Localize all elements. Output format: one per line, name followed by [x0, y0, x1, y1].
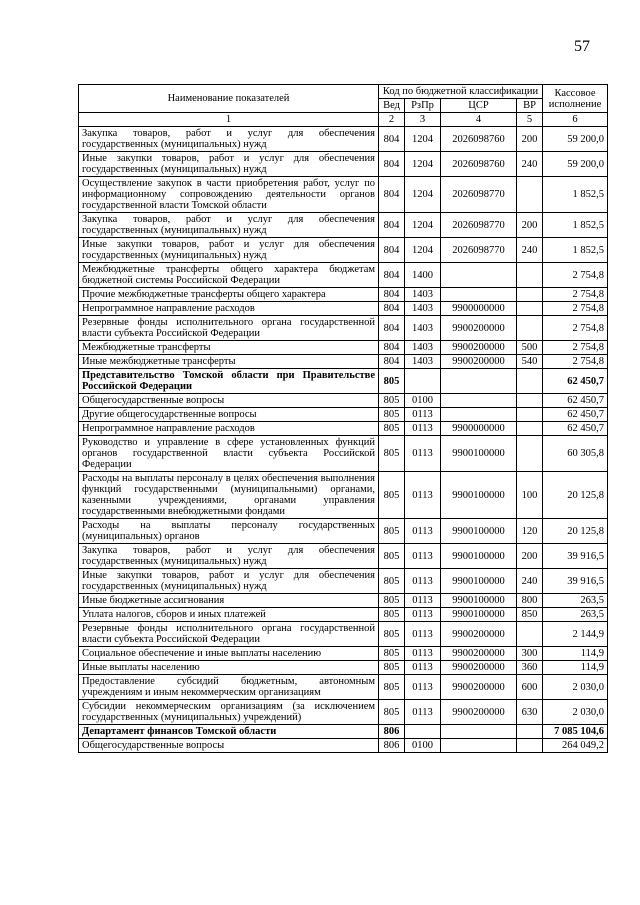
row-csr-cell: 9900100000: [441, 569, 517, 594]
row-vr-cell: [517, 422, 543, 436]
table-row: [79, 569, 608, 594]
row-csr-cell: [441, 394, 517, 408]
row-rzpr-cell: 1400: [405, 263, 441, 288]
row-amount-cell: 114,9: [543, 647, 608, 661]
row-rzpr-cell: 1403: [405, 288, 441, 302]
row-vr-cell: [517, 436, 543, 472]
row-ved-cell: 806: [379, 739, 405, 753]
row-ved-cell: 804: [379, 355, 405, 369]
row-csr-cell: 9900200000: [441, 355, 517, 369]
row-ved-cell: 805: [379, 544, 405, 569]
row-amount-cell: 62 450,7: [543, 422, 608, 436]
row-vr-cell: [517, 288, 543, 302]
row-rzpr-cell: 0113: [405, 661, 441, 675]
row-vr-cell: 100: [517, 472, 543, 519]
table-body: [79, 127, 608, 753]
table-row: [79, 152, 608, 177]
row-rzpr-cell: 1403: [405, 302, 441, 316]
row-name-cell: Расходы на выплаты персоналу в целях обеспечения выполнения функций государственными (муниципальными) органами, казенными учреждениями, органами управления государственными внебюджетными фондами: [79, 472, 379, 519]
row-rzpr-cell: 1204: [405, 152, 441, 177]
table-row: [79, 127, 608, 152]
row-ved-cell: 804: [379, 316, 405, 341]
row-rzpr-cell: 0113: [405, 594, 441, 608]
column-number-5: 5: [517, 113, 543, 127]
row-amount-cell: 2 754,8: [543, 263, 608, 288]
row-rzpr-cell: 0113: [405, 675, 441, 700]
row-csr-cell: 2026098770: [441, 238, 517, 263]
table-row: [79, 700, 608, 725]
row-vr-cell: 200: [517, 127, 543, 152]
row-ved-cell: 805: [379, 369, 405, 394]
table-row: [79, 302, 608, 316]
row-amount-cell: 39 916,5: [543, 544, 608, 569]
row-ved-cell: 805: [379, 608, 405, 622]
row-csr-cell: 9900200000: [441, 622, 517, 647]
row-name-cell: Иные выплаты населению: [79, 661, 379, 675]
row-vr-cell: [517, 316, 543, 341]
row-vr-cell: 240: [517, 569, 543, 594]
row-name-cell: Уплата налогов, сборов и иных платежей: [79, 608, 379, 622]
table-row: [79, 238, 608, 263]
row-rzpr-cell: 0113: [405, 569, 441, 594]
table-row: [79, 263, 608, 288]
row-vr-cell: [517, 394, 543, 408]
row-name-cell: Общегосударственные вопросы: [79, 739, 379, 753]
row-name-cell: Межбюджетные трансферты: [79, 341, 379, 355]
row-amount-cell: 114,9: [543, 661, 608, 675]
row-amount-cell: 2 030,0: [543, 700, 608, 725]
row-amount-cell: 62 450,7: [543, 394, 608, 408]
row-name-cell: Прочие межбюджетные трансферты общего характера: [79, 288, 379, 302]
row-rzpr-cell: 1403: [405, 355, 441, 369]
row-csr-cell: 2026098760: [441, 127, 517, 152]
table-row: [79, 544, 608, 569]
row-csr-cell: 9900100000: [441, 594, 517, 608]
row-rzpr-cell: 0100: [405, 739, 441, 753]
row-ved-cell: 806: [379, 725, 405, 739]
row-name-cell: Иные закупки товаров, работ и услуг для обеспечения государственных (муниципальных) нужд: [79, 238, 379, 263]
row-vr-cell: 200: [517, 213, 543, 238]
table-row: [79, 316, 608, 341]
row-ved-cell: 804: [379, 127, 405, 152]
row-ved-cell: 804: [379, 341, 405, 355]
row-csr-cell: 9900000000: [441, 422, 517, 436]
row-csr-cell: 2026098770: [441, 213, 517, 238]
row-amount-cell: 264 049,2: [543, 739, 608, 753]
row-rzpr-cell: 0100: [405, 394, 441, 408]
row-name-cell: Закупка товаров, работ и услуг для обеспечения государственных (муниципальных) нужд: [79, 213, 379, 238]
row-vr-cell: 850: [517, 608, 543, 622]
row-vr-cell: [517, 369, 543, 394]
table-row: [79, 408, 608, 422]
row-csr-cell: 9900000000: [441, 302, 517, 316]
row-amount-cell: 2 754,8: [543, 316, 608, 341]
table-row: [79, 422, 608, 436]
table-row: [79, 661, 608, 675]
row-amount-cell: 2 144,9: [543, 622, 608, 647]
row-amount-cell: 60 305,8: [543, 436, 608, 472]
row-name-cell: Руководство и управление в сфере установленных функций органов государственной власти субъекта Российской Федерации: [79, 436, 379, 472]
row-csr-cell: 9900100000: [441, 472, 517, 519]
row-vr-cell: [517, 177, 543, 213]
row-ved-cell: 804: [379, 288, 405, 302]
header-csr: ЦСР: [441, 99, 517, 113]
table-row: [79, 725, 608, 739]
row-rzpr-cell: [405, 369, 441, 394]
table-row: [79, 436, 608, 472]
row-name-cell: Закупка товаров, работ и услуг для обеспечения государственных (муниципальных) нужд: [79, 127, 379, 152]
row-amount-cell: 1 852,5: [543, 177, 608, 213]
row-rzpr-cell: 0113: [405, 622, 441, 647]
row-csr-cell: 9900200000: [441, 661, 517, 675]
row-rzpr-cell: 0113: [405, 647, 441, 661]
row-ved-cell: 804: [379, 213, 405, 238]
row-name-cell: Представительство Томской области при Правительстве Российской Федерации: [79, 369, 379, 394]
row-name-cell: Социальное обеспечение и иные выплаты населению: [79, 647, 379, 661]
row-csr-cell: [441, 369, 517, 394]
row-name-cell: Другие общегосударственные вопросы: [79, 408, 379, 422]
row-vr-cell: [517, 725, 543, 739]
row-ved-cell: 805: [379, 622, 405, 647]
row-vr-cell: 800: [517, 594, 543, 608]
table-row: [79, 213, 608, 238]
row-name-cell: Иные бюджетные ассигнования: [79, 594, 379, 608]
row-name-cell: Непрограммное направление расходов: [79, 302, 379, 316]
header-code-group: Код по бюджетной классификации: [379, 85, 543, 99]
row-amount-cell: 20 125,8: [543, 472, 608, 519]
row-rzpr-cell: 0113: [405, 422, 441, 436]
row-ved-cell: 804: [379, 152, 405, 177]
row-amount-cell: 39 916,5: [543, 569, 608, 594]
row-ved-cell: 805: [379, 594, 405, 608]
row-ved-cell: 804: [379, 238, 405, 263]
row-vr-cell: 500: [517, 341, 543, 355]
row-amount-cell: 59 200,0: [543, 152, 608, 177]
row-name-cell: Межбюджетные трансферты общего характера бюджетам бюджетной системы Российской Федерации: [79, 263, 379, 288]
row-name-cell: Закупка товаров, работ и услуг для обеспечения государственных (муниципальных) нужд: [79, 544, 379, 569]
row-name-cell: Субсидии некоммерческим организациям (за исключением государственных (муниципальных) учреждений): [79, 700, 379, 725]
row-ved-cell: 805: [379, 472, 405, 519]
row-amount-cell: 2 754,8: [543, 355, 608, 369]
row-name-cell: Общегосударственные вопросы: [79, 394, 379, 408]
row-csr-cell: [441, 739, 517, 753]
row-amount-cell: 2 030,0: [543, 675, 608, 700]
row-ved-cell: 805: [379, 569, 405, 594]
row-amount-cell: 62 450,7: [543, 408, 608, 422]
row-rzpr-cell: 1204: [405, 213, 441, 238]
row-ved-cell: 804: [379, 177, 405, 213]
row-csr-cell: 2026098760: [441, 152, 517, 177]
row-amount-cell: 263,5: [543, 594, 608, 608]
table-row: [79, 647, 608, 661]
table-row: [79, 177, 608, 213]
row-vr-cell: [517, 408, 543, 422]
row-ved-cell: 804: [379, 302, 405, 316]
row-csr-cell: 9900200000: [441, 700, 517, 725]
row-ved-cell: 805: [379, 661, 405, 675]
table-row: [79, 472, 608, 519]
row-ved-cell: 805: [379, 700, 405, 725]
row-name-cell: Расходы на выплаты персоналу государственных (муниципальных) органов: [79, 519, 379, 544]
row-vr-cell: 300: [517, 647, 543, 661]
table-row: [79, 394, 608, 408]
row-vr-cell: 360: [517, 661, 543, 675]
row-vr-cell: [517, 739, 543, 753]
row-vr-cell: 600: [517, 675, 543, 700]
page-number: 57: [574, 38, 590, 55]
row-name-cell: Осуществление закупок в части приобретения работ, услуг по информационному сопровождению деятельности органов государственной власти Томской области: [79, 177, 379, 213]
table-row: [79, 608, 608, 622]
row-vr-cell: 240: [517, 238, 543, 263]
row-amount-cell: 1 852,5: [543, 238, 608, 263]
header-ved: Вед: [379, 99, 405, 113]
row-csr-cell: 9900100000: [441, 436, 517, 472]
row-vr-cell: 200: [517, 544, 543, 569]
row-csr-cell: [441, 263, 517, 288]
row-csr-cell: 9900100000: [441, 519, 517, 544]
table-row: [79, 594, 608, 608]
column-number-4: 4: [441, 113, 517, 127]
column-number-1: 1: [79, 113, 379, 127]
row-vr-cell: 630: [517, 700, 543, 725]
row-ved-cell: 805: [379, 394, 405, 408]
row-csr-cell: [441, 408, 517, 422]
row-csr-cell: 9900100000: [441, 544, 517, 569]
header-rzpr: РзПр: [405, 99, 441, 113]
row-vr-cell: [517, 302, 543, 316]
row-rzpr-cell: 1403: [405, 341, 441, 355]
row-ved-cell: 805: [379, 647, 405, 661]
row-rzpr-cell: 1403: [405, 316, 441, 341]
row-amount-cell: 2 754,8: [543, 288, 608, 302]
row-csr-cell: 2026098770: [441, 177, 517, 213]
row-vr-cell: 120: [517, 519, 543, 544]
row-rzpr-cell: 0113: [405, 436, 441, 472]
row-vr-cell: [517, 622, 543, 647]
header-name: Наименование показателей: [79, 85, 379, 113]
table-row: [79, 341, 608, 355]
row-name-cell: Иные закупки товаров, работ и услуг для обеспечения государственных (муниципальных) нужд: [79, 569, 379, 594]
row-ved-cell: 805: [379, 408, 405, 422]
row-csr-cell: 9900200000: [441, 316, 517, 341]
column-number-2: 2: [379, 113, 405, 127]
table-row: [79, 369, 608, 394]
row-rzpr-cell: 1204: [405, 177, 441, 213]
table-row: [79, 675, 608, 700]
row-ved-cell: 805: [379, 436, 405, 472]
column-number-3: 3: [405, 113, 441, 127]
row-csr-cell: 9900200000: [441, 341, 517, 355]
budget-table: [78, 84, 608, 753]
row-amount-cell: 59 200,0: [543, 127, 608, 152]
row-rzpr-cell: 1204: [405, 238, 441, 263]
row-rzpr-cell: 0113: [405, 472, 441, 519]
header-amount: Кассовое исполнение: [543, 85, 608, 113]
row-csr-cell: 9900100000: [441, 608, 517, 622]
row-name-cell: Предоставление субсидий бюджетным, автономным учреждениям и иным некоммерческим организациям: [79, 675, 379, 700]
row-amount-cell: 62 450,7: [543, 369, 608, 394]
row-rzpr-cell: 0113: [405, 519, 441, 544]
row-ved-cell: 805: [379, 422, 405, 436]
table-row: [79, 519, 608, 544]
row-name-cell: Непрограммное направление расходов: [79, 422, 379, 436]
row-csr-cell: 9900200000: [441, 647, 517, 661]
row-csr-cell: 9900200000: [441, 675, 517, 700]
row-amount-cell: 20 125,8: [543, 519, 608, 544]
table-row: [79, 739, 608, 753]
row-name-cell: Резервные фонды исполнительного органа государственной власти субъекта Российской Федерации: [79, 622, 379, 647]
row-vr-cell: 540: [517, 355, 543, 369]
row-name-cell: Департамент финансов Томской области: [79, 725, 379, 739]
row-ved-cell: 805: [379, 675, 405, 700]
header-vr: ВР: [517, 99, 543, 113]
row-amount-cell: 1 852,5: [543, 213, 608, 238]
row-amount-cell: 2 754,8: [543, 341, 608, 355]
row-amount-cell: 7 085 104,6: [543, 725, 608, 739]
row-name-cell: Резервные фонды исполнительного органа государственной власти субъекта Российской Федерации: [79, 316, 379, 341]
table-row: [79, 355, 608, 369]
row-rzpr-cell: 0113: [405, 408, 441, 422]
column-number-6: 6: [543, 113, 608, 127]
table-row: [79, 288, 608, 302]
row-vr-cell: 240: [517, 152, 543, 177]
row-vr-cell: [517, 263, 543, 288]
row-amount-cell: 2 754,8: [543, 302, 608, 316]
row-rzpr-cell: 0113: [405, 700, 441, 725]
row-rzpr-cell: 1204: [405, 127, 441, 152]
row-rzpr-cell: 0113: [405, 544, 441, 569]
row-name-cell: Иные межбюджетные трансферты: [79, 355, 379, 369]
row-amount-cell: 263,5: [543, 608, 608, 622]
row-csr-cell: [441, 288, 517, 302]
row-rzpr-cell: 0113: [405, 608, 441, 622]
table-row: [79, 622, 608, 647]
row-name-cell: Иные закупки товаров, работ и услуг для обеспечения государственных (муниципальных) нужд: [79, 152, 379, 177]
row-csr-cell: [441, 725, 517, 739]
row-rzpr-cell: [405, 725, 441, 739]
row-ved-cell: 804: [379, 263, 405, 288]
row-ved-cell: 805: [379, 519, 405, 544]
